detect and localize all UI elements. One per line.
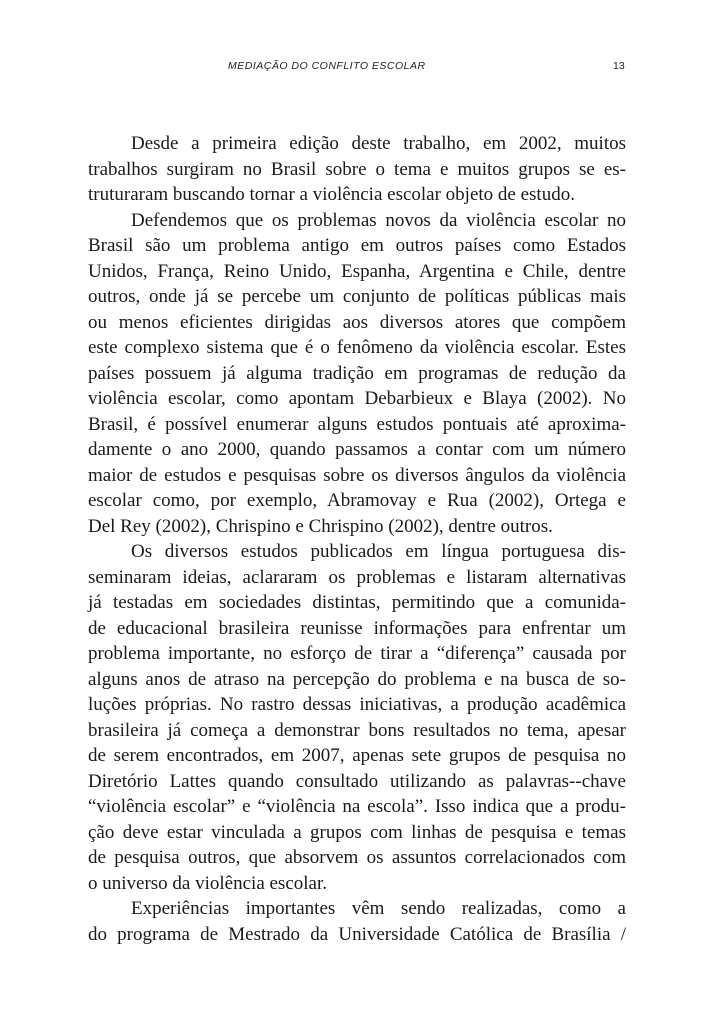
text-line: países possuem já alguma tradição em programas de redução da: [88, 362, 626, 384]
text-line: de serem encontrados, em 2007, apenas sete grupos de pesquisa no: [88, 745, 626, 766]
text-line: este complexo sistema que é o fenômeno da violência escolar. Estes: [88, 337, 626, 358]
running-head: MEDIAÇÃO DO CONFLITO ESCOLAR: [228, 60, 426, 72]
text-line: problema importante, no esforço de tirar a “diferença” causada por: [88, 643, 626, 664]
text-line: o universo da violência escolar.: [88, 872, 328, 894]
text-line: damente o ano 2000, quando passamos a contar com um número: [88, 439, 626, 460]
text-line: Unidos, França, Reino Unido, Espanha, Argentina e Chile, dentre: [88, 260, 626, 282]
text-line: alguns anos de atraso na percepção do problema e na busca de so-: [88, 668, 626, 690]
page-number: 13: [613, 60, 625, 72]
text-line: outros, onde já se percebe um conjunto de políticas públicas mais: [88, 286, 626, 307]
text-line: Defendemos que os problemas novos da violência escolar no: [131, 209, 626, 231]
text-line: Os diversos estudos publicados em língua portuguesa dis-: [131, 541, 626, 562]
text-line: trabalhos surgiram no Brasil sobre o tema e muitos grupos se es-: [88, 158, 626, 180]
text-line: violência escolar, como apontam Debarbieux e Blaya (2002). No: [88, 388, 626, 409]
text-line: ou menos eficientes dirigidas aos diversos atores que compõem: [88, 311, 626, 333]
text-line: escolar como, por exemplo, Abramovay e Rua (2002), Ortega e: [88, 490, 626, 511]
text-line: Del Rey (2002), Chrispino e Chrispino (2002), dentre outros.: [88, 515, 553, 537]
text-line: truturaram buscando tornar a violência escolar objeto de estudo.: [88, 184, 575, 205]
text-line: Brasil são um problema antigo em outros países como Estados: [88, 235, 626, 256]
text-line: Experiências importantes vêm sendo realizadas, como a: [131, 898, 626, 919]
text-line: ção deve estar vinculada a grupos com linhas de pesquisa e temas: [88, 821, 626, 843]
text-line: de pesquisa outros, que absorvem os assuntos correlacionados com: [88, 847, 626, 868]
text-line: Diretório Lattes quando consultado utilizando as palavras--chave: [88, 770, 626, 792]
text-line: Brasil, é possível enumerar alguns estudos pontuais até aproxima-: [88, 413, 626, 435]
text-line: “violência escolar” e “violência na escola”. Isso indica que a produ-: [88, 796, 626, 817]
body-text: [88, 131, 626, 947]
text-line: de educacional brasileira reunisse informações para enfrentar um: [88, 617, 626, 639]
text-line: maior de estudos e pesquisas sobre os diversos ângulos da violência: [88, 464, 626, 486]
text-line: brasileira já começa a demonstrar bons resultados no tema, apesar: [88, 719, 626, 741]
text-line: Desde a primeira edição deste trabalho, em 2002, muitos: [131, 133, 626, 154]
text-line: já testadas em sociedades distintas, permitindo que a comunida-: [88, 592, 626, 613]
text-line: do programa de Mestrado da Universidade Católica de Brasília /: [88, 923, 626, 945]
text-line: seminaram ideias, aclararam os problemas e listaram alternativas: [88, 566, 626, 588]
text-line: luções próprias. No rastro dessas iniciativas, a produção acadêmica: [88, 694, 626, 715]
